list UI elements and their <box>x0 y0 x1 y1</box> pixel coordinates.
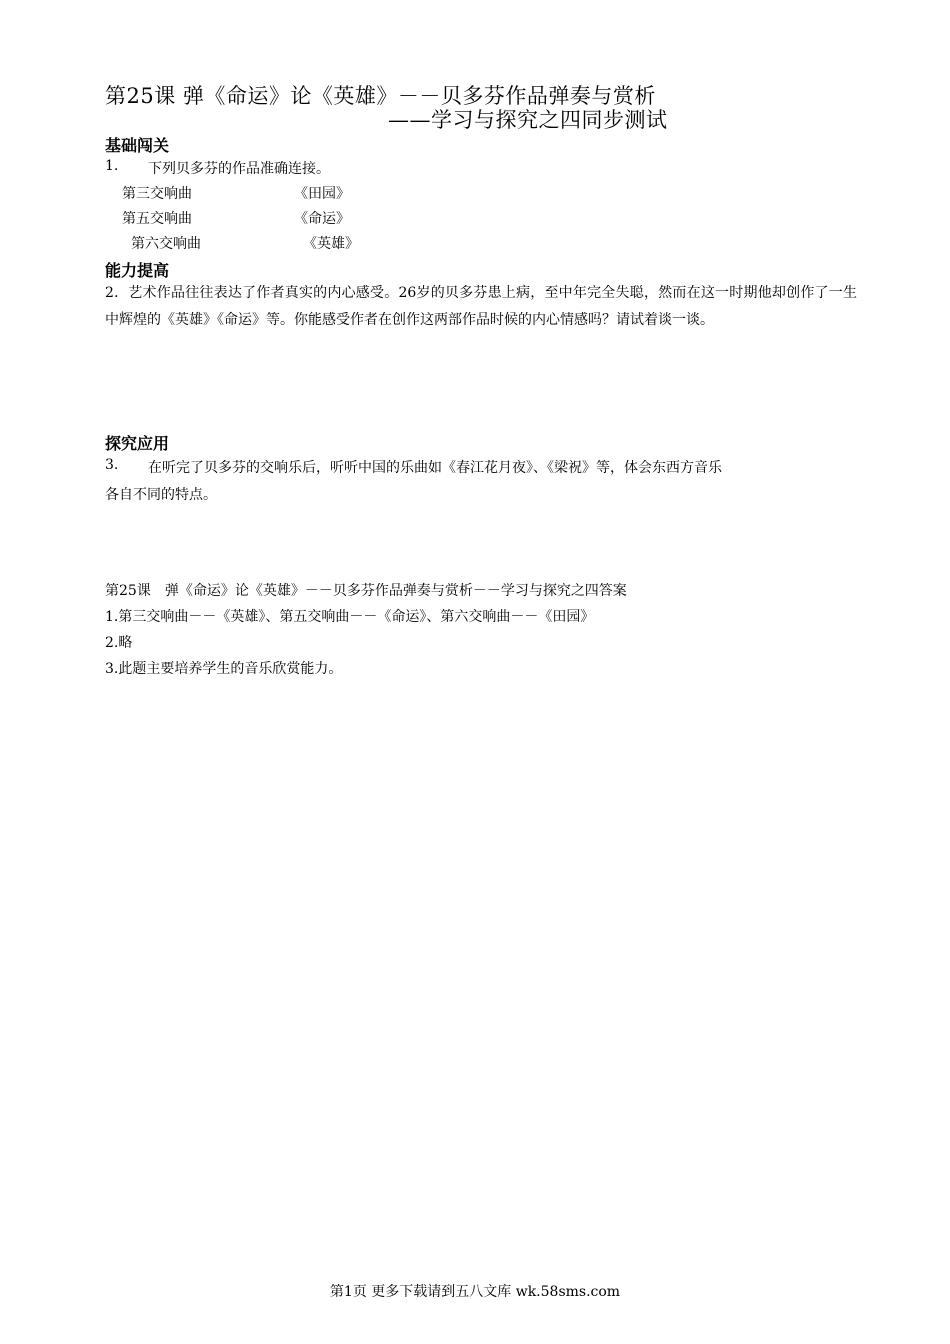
answers-title: 第25课 弹《命运》论《英雄》－－贝多芬作品弹奏与赏析－－学习与探究之四答案 <box>105 583 627 599</box>
answer-2: 2.略 <box>105 635 133 651</box>
answer-1: 1.第三交响曲－－《英雄》、第五交响曲－－《命运》、第六交响曲－－《田园》 <box>105 609 595 625</box>
question-2-text: 2．艺术作品往往表达了作者真实的内心感受。26岁的贝多芬患上病，至中年完全失聪，然而在这一时期他却创作了一生中辉煌的《英雄》《命运》等。你能感受作者在创作这两部作品时候的内心情感吗？请试着谈一谈。 <box>105 285 857 328</box>
match-right-item-1: 《田园》 <box>294 186 350 202</box>
question-3-text-line1: 在听完了贝多芬的交响乐后，听听中国的乐曲如《春江花月夜》、《梁祝》等，体会东西方音乐 <box>148 460 722 476</box>
question-1-number: 1. <box>105 158 119 174</box>
question-3-text-line2: 各自不同的特点。 <box>105 487 217 503</box>
question-1-text: 下列贝多芬的作品准确连接。 <box>148 161 330 177</box>
document-subtitle: ——学习与探究之四同步测试 <box>388 108 668 132</box>
match-left-item-2: 第五交响曲 <box>122 211 192 227</box>
section-heading-ability: 能力提高 <box>105 261 170 280</box>
match-right-item-2: 《命运》 <box>294 211 350 227</box>
answer-3: 3.此题主要培养学生的音乐欣赏能力。 <box>105 661 343 677</box>
match-right-item-3: 《英雄》 <box>303 236 359 252</box>
document-title: 第25课 弹《命运》论《英雄》－－贝多芬作品弹奏与赏析 <box>105 84 656 108</box>
match-left-item-3: 第六交响曲 <box>131 236 201 252</box>
section-heading-explore: 探究应用 <box>105 434 170 453</box>
question-3-number: 3. <box>105 457 119 473</box>
match-left-item-1: 第三交响曲 <box>122 186 192 202</box>
page-footer: 第1页 更多下载请到五八文库 wk.58sms.com <box>329 1284 621 1300</box>
section-heading-basic: 基础闯关 <box>105 136 170 155</box>
